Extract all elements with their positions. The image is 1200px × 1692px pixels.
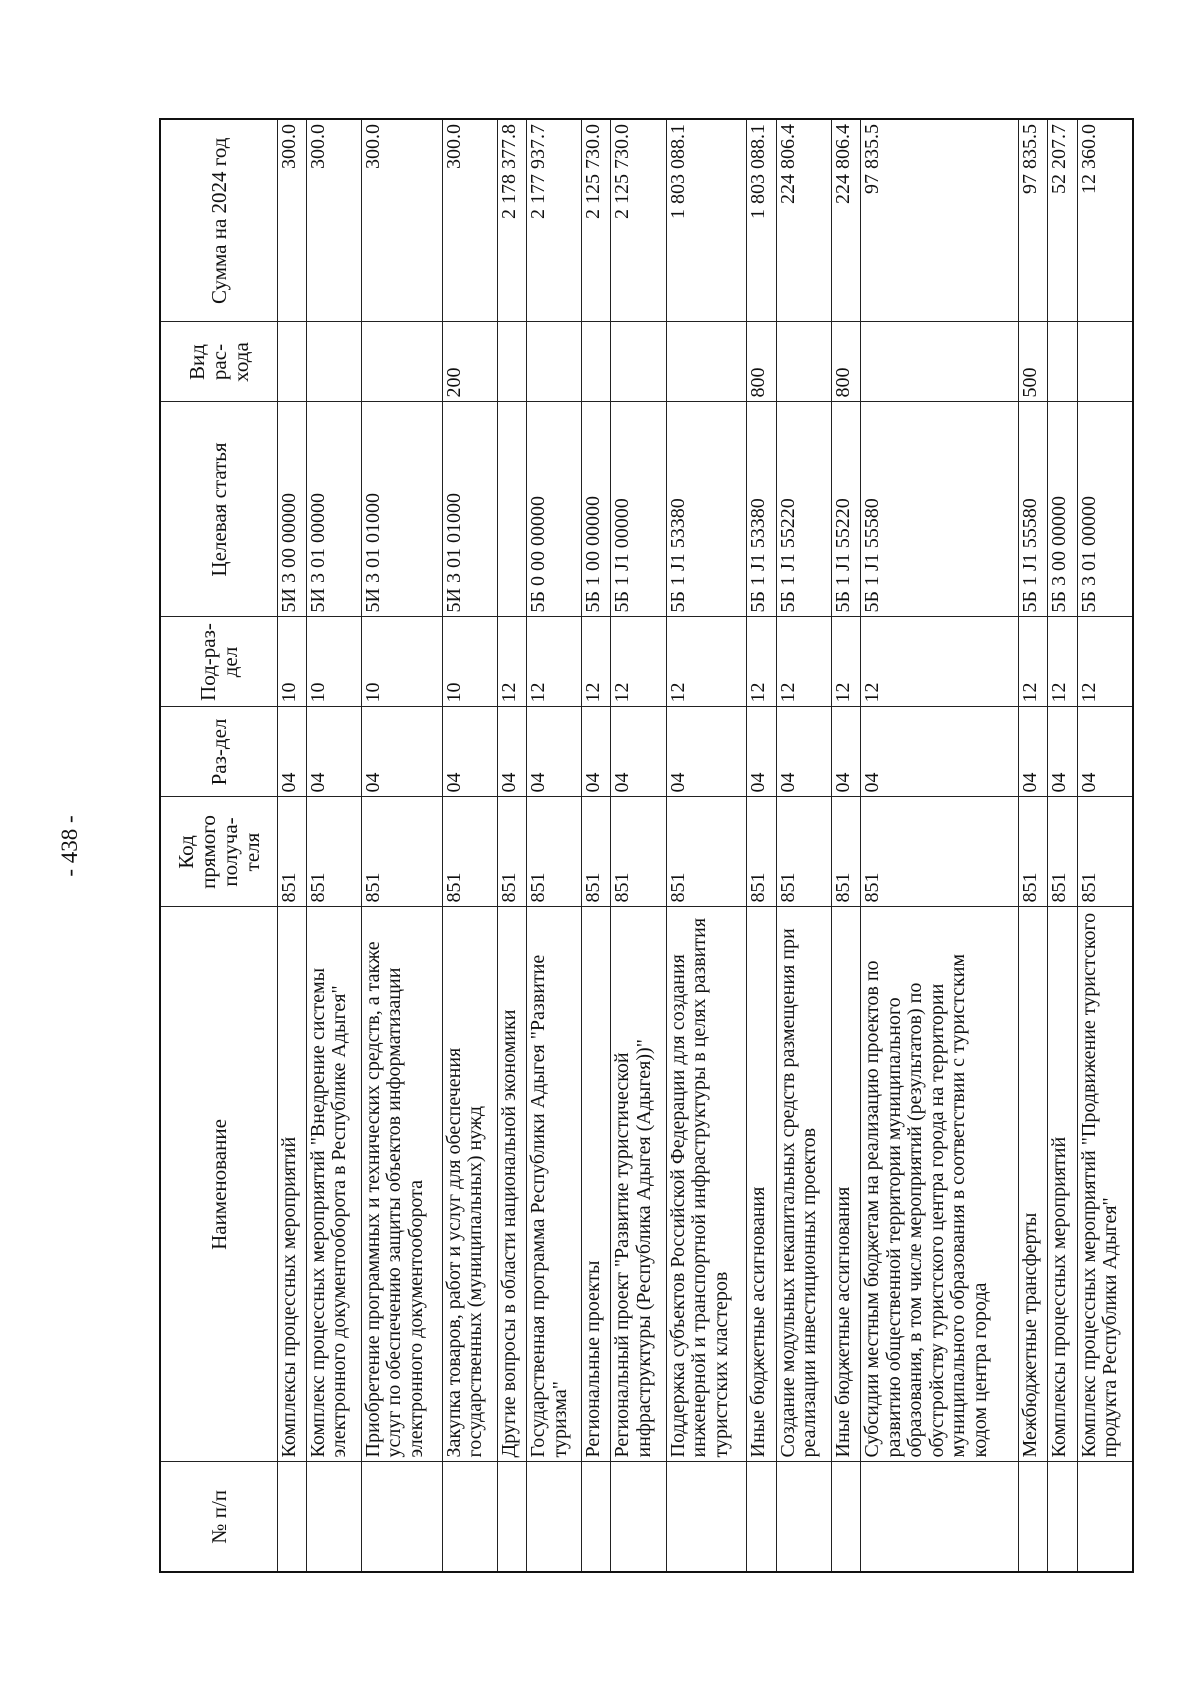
cell-recipient-code: 851 [860,797,1018,907]
cell-no [831,1462,860,1572]
cell-target-article: 5Б 1 J1 55220 [831,402,860,617]
cell-expense-type [610,322,665,402]
cell-section: 04 [860,707,1018,797]
cell-expense-type [306,322,361,402]
cell-recipient-code: 851 [497,797,526,907]
cell-name: Субсидии местным бюджетам на реализацию проектов по развитию общественной территории муниципального образования, в том числе мероприятий (результатов) по обустройству туристского центра города на территории муниципального образования в соответствии с туристским кодом центра города [860,907,1018,1462]
cell-expense-type [666,322,747,402]
cell-no [860,1462,1018,1572]
cell-expense-type: 800 [746,322,775,402]
cell-recipient-code: 851 [277,797,306,907]
cell-target-article: 5Б 3 01 00000 [1077,402,1133,617]
cell-expense-type [776,322,831,402]
cell-target-article: 5И 3 01 00000 [306,402,361,617]
header-section: Раз-дел [160,707,277,797]
header-subsection: Под-раз-дел [160,617,277,707]
cell-amount: 300.0 [361,119,442,322]
cell-expense-type: 200 [442,322,497,402]
page-number: - 438 - [57,815,82,877]
table-row [277,119,306,1572]
cell-amount: 2 177 937.7 [526,119,581,322]
cell-name: Комплексы процессных мероприятий [1047,907,1076,1462]
cell-target-article: 5И 3 00 00000 [277,402,306,617]
cell-name: Поддержка субъектов Российской Федерации для создания инженерной и транспортной инфраструктуры в целях развития туристских кластеров [666,907,747,1462]
cell-expense-type [1077,322,1133,402]
cell-subsection: 12 [831,617,860,707]
table-row [306,119,361,1572]
cell-section: 04 [526,707,581,797]
cell-subsection: 12 [1077,617,1133,707]
cell-subsection: 12 [860,617,1018,707]
table-row [776,119,831,1572]
cell-target-article: 5Б 1 J1 53380 [666,402,747,617]
cell-name: Иные бюджетные ассигнования [831,907,860,1462]
table-row [526,119,581,1572]
cell-section: 04 [497,707,526,797]
cell-subsection: 10 [442,617,497,707]
cell-amount: 97 835.5 [860,119,1018,322]
cell-subsection: 12 [497,617,526,707]
cell-name: Другие вопросы в области национальной экономики [497,907,526,1462]
cell-recipient-code: 851 [1047,797,1076,907]
cell-expense-type: 800 [831,322,860,402]
cell-subsection: 12 [581,617,610,707]
cell-section: 04 [746,707,775,797]
cell-target-article: 5Б 1 J1 00000 [610,402,665,617]
cell-subsection: 10 [361,617,442,707]
cell-section: 04 [1077,707,1133,797]
cell-name: Комплексы процессных мероприятий [277,907,306,1462]
table-header-row [160,119,277,1572]
cell-no [581,1462,610,1572]
cell-section: 04 [581,707,610,797]
cell-expense-type [581,322,610,402]
cell-subsection: 12 [776,617,831,707]
cell-amount: 224 806.4 [776,119,831,322]
cell-recipient-code: 851 [831,797,860,907]
cell-subsection: 12 [1018,617,1047,707]
cell-expense-type [361,322,442,402]
cell-name: Региональные проекты [581,907,610,1462]
cell-target-article: 5Б 1 00 00000 [581,402,610,617]
cell-name: Создание модульных некапитальных средств размещения при реализации инвестиционных проектов [776,907,831,1462]
cell-section: 04 [361,707,442,797]
cell-name: Приобретение программных и технических средств, а также услуг по обеспечению защиты объектов информатизации электронного документооборота [361,907,442,1462]
cell-expense-type [497,322,526,402]
cell-subsection: 10 [306,617,361,707]
cell-target-article: 5И 3 01 01000 [361,402,442,617]
table-body [277,119,1133,1572]
cell-no [776,1462,831,1572]
cell-subsection: 10 [277,617,306,707]
cell-name: Иные бюджетные ассигнования [746,907,775,1462]
cell-target-article: 5Б 0 00 00000 [526,402,581,617]
cell-subsection: 12 [610,617,665,707]
cell-expense-type [526,322,581,402]
cell-section: 04 [666,707,747,797]
cell-recipient-code: 851 [361,797,442,907]
cell-no [746,1462,775,1572]
budget-table [159,118,1134,1573]
cell-amount: 97 835.5 [1018,119,1047,322]
cell-no [1018,1462,1047,1572]
header-name: Наименование [160,907,277,1462]
budget-table-container [159,120,1134,1573]
cell-recipient-code: 851 [442,797,497,907]
cell-no [1077,1462,1133,1572]
cell-amount: 300.0 [277,119,306,322]
cell-target-article: 5Б 1 J1 53380 [746,402,775,617]
cell-name: Комплекс процессных мероприятий "Продвижение туристского продукта Республики Адыгея" [1077,907,1133,1462]
cell-target-article: 5Б 1 J1 55580 [1018,402,1047,617]
header-target-article: Целевая статья [160,402,277,617]
cell-expense-type [277,322,306,402]
header-expense-type: Вид рас-хода [160,322,277,402]
cell-expense-type [1047,322,1076,402]
cell-recipient-code: 851 [581,797,610,907]
cell-section: 04 [1018,707,1047,797]
cell-expense-type: 500 [1018,322,1047,402]
cell-name: Комплекс процессных мероприятий "Внедрение системы электронного документооборота в Республике Адыгея" [306,907,361,1462]
cell-section: 04 [442,707,497,797]
cell-amount: 2 178 377.8 [497,119,526,322]
cell-amount: 2 125 730.0 [581,119,610,322]
cell-section: 04 [776,707,831,797]
cell-target-article: 5Б 1 J1 55580 [860,402,1018,617]
cell-name: Межбюджетные трансферты [1018,907,1047,1462]
cell-amount: 300.0 [442,119,497,322]
cell-amount: 12 360.0 [1077,119,1133,322]
cell-amount: 1 803 088.1 [746,119,775,322]
cell-target-article [497,402,526,617]
cell-recipient-code: 851 [306,797,361,907]
table-row [1077,119,1133,1572]
table-row [442,119,497,1572]
cell-recipient-code: 851 [666,797,747,907]
cell-recipient-code: 851 [746,797,775,907]
cell-no [666,1462,747,1572]
cell-expense-type [860,322,1018,402]
cell-amount: 1 803 088.1 [666,119,747,322]
cell-subsection: 12 [746,617,775,707]
cell-subsection: 12 [1047,617,1076,707]
cell-amount: 224 806.4 [831,119,860,322]
cell-no [361,1462,442,1572]
table-row [831,119,860,1572]
cell-amount: 2 125 730.0 [610,119,665,322]
cell-name: Закупка товаров, работ и услуг для обеспечения государственных (муниципальных) нужд [442,907,497,1462]
cell-subsection: 12 [526,617,581,707]
cell-target-article: 5Б 1 J1 55220 [776,402,831,617]
table-row [361,119,442,1572]
table-row [581,119,610,1572]
cell-no [1047,1462,1076,1572]
cell-recipient-code: 851 [1077,797,1133,907]
cell-no [497,1462,526,1572]
cell-recipient-code: 851 [1018,797,1047,907]
cell-recipient-code: 851 [526,797,581,907]
table-row [860,119,1018,1572]
header-recipient-code: Код прямого получа-теля [160,797,277,907]
cell-target-article: 5И 3 01 01000 [442,402,497,617]
cell-section: 04 [277,707,306,797]
table-row [666,119,747,1572]
cell-section: 04 [306,707,361,797]
cell-recipient-code: 851 [776,797,831,907]
table-row [610,119,665,1572]
header-amount: Сумма на 2024 год [160,119,277,322]
cell-section: 04 [831,707,860,797]
table-row [1047,119,1076,1572]
cell-section: 04 [1047,707,1076,797]
cell-section: 04 [610,707,665,797]
table-row [497,119,526,1572]
cell-no [442,1462,497,1572]
cell-no [526,1462,581,1572]
cell-no [306,1462,361,1572]
cell-subsection: 12 [666,617,747,707]
cell-no [277,1462,306,1572]
table-row [746,119,775,1572]
cell-recipient-code: 851 [610,797,665,907]
cell-no [610,1462,665,1572]
cell-amount: 300.0 [306,119,361,322]
cell-name: Региональный проект "Развитие туристической инфраструктуры (Республика Адыгея (Адыгея))" [610,907,665,1462]
cell-name: Государственная программа Республики Адыгея "Развитие туризма" [526,907,581,1462]
header-no: № п/п [160,1462,277,1572]
cell-amount: 52 207.7 [1047,119,1076,322]
cell-target-article: 5Б 3 00 00000 [1047,402,1076,617]
table-row [1018,119,1047,1572]
